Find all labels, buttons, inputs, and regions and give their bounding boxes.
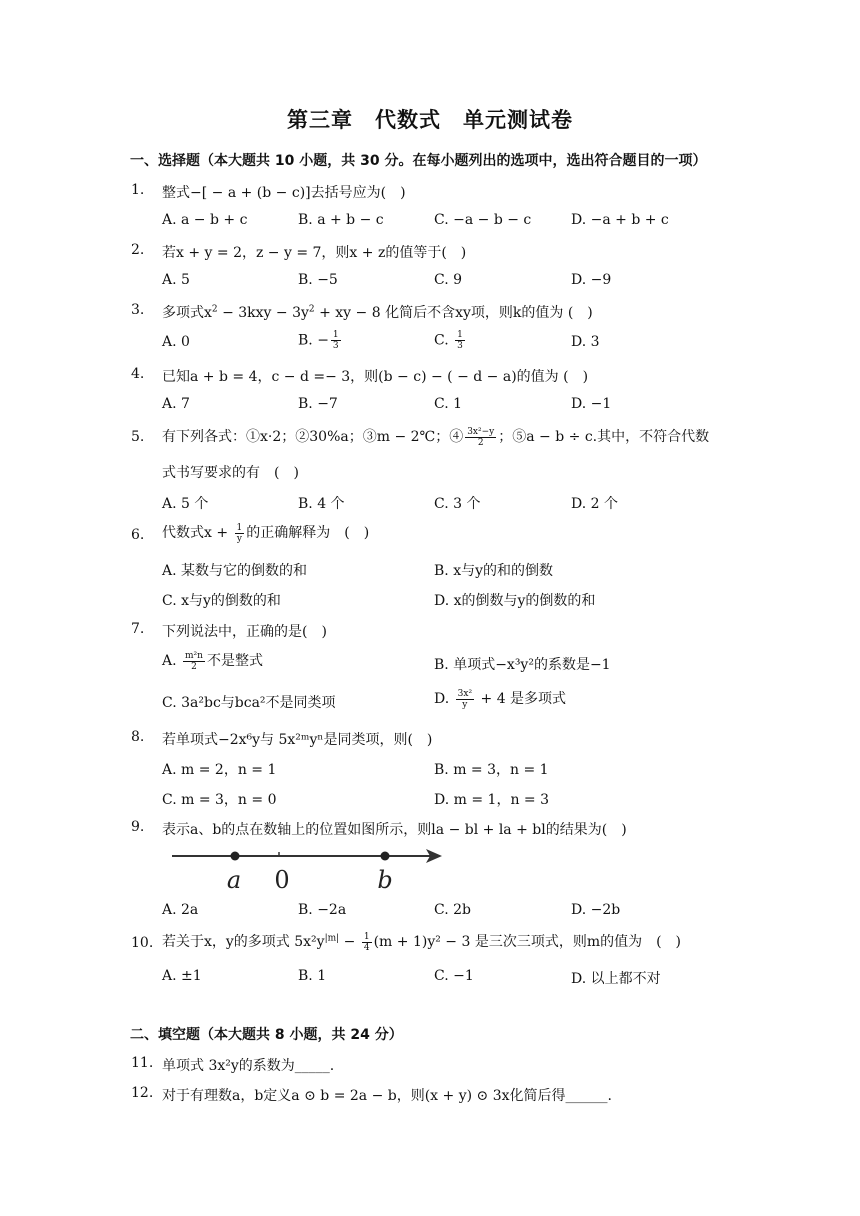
question-stem: 对于有理数a，b定义a ⊙ b = 2a − b，则(x + y) ⊙ 3x化简后得______.	[162, 1088, 612, 1104]
option-d: D. m = 1，n = 3	[434, 792, 549, 808]
question-stem: 多项式$x^2 - 3kxy - 3y^2$ + xy − 8 化简后不含xy项，则k的值为 ( )	[162, 304, 593, 321]
question-number: 11.	[131, 1055, 154, 1071]
option-b: B. −7	[298, 396, 338, 412]
option-b: B. −2a	[298, 902, 347, 918]
option-c: C. 1	[434, 396, 463, 412]
question-number: 1.	[131, 182, 145, 198]
option-a: A. $\frac{\text{m²n}}{2}$ 不是整式	[162, 650, 263, 672]
label-a: a	[226, 866, 242, 894]
fraction: $\frac{1}{4}$	[363, 931, 370, 953]
question-stem: 代数式x + $\frac{1}{y}$ 的正确解释为 ( )	[162, 522, 370, 544]
fraction: $\frac{\text{3x²}}{y}$	[457, 688, 473, 710]
option-c: C. −1	[434, 968, 474, 984]
question-stem: 单项式 3x²y的系数为_____.	[162, 1058, 335, 1074]
option-a: A. 2a	[162, 902, 199, 918]
question-number: 10.	[131, 935, 154, 951]
option-b: B. a + b − c	[298, 212, 384, 228]
question-number: 3.	[131, 302, 145, 318]
section-heading-multiple-choice: 一、选择题（本大题共 10 小题，共 30 分。在每小题列出的选项中，选出符合题目的一项）	[130, 153, 707, 169]
option-a: A. 0	[162, 334, 190, 350]
question-number: 2.	[131, 242, 145, 258]
option-d: D. $\frac{\text{3x²}}{y}$ + 4 是多项式	[434, 688, 567, 710]
option-a: A. m = 2，n = 1	[162, 762, 277, 778]
fraction: $\frac{1}{y}$	[236, 522, 243, 544]
option-d: D. 3	[571, 334, 600, 350]
option-b: B. x与y的和的倒数	[434, 563, 553, 579]
option-d: D. −2b	[571, 902, 621, 918]
question-number: 4.	[131, 366, 145, 382]
option-b: B. 单项式−x³y²的系数是−1	[434, 657, 611, 673]
option-a: A. 某数与它的倒数的和	[162, 563, 308, 579]
section-heading-fill-in: 二、填空题（本大题共 8 小题，共 24 分）	[130, 1027, 403, 1043]
option-c: C. 2b	[434, 902, 471, 918]
page-title: 第三章 代数式 单元测试卷	[287, 108, 573, 132]
question-stem: 整式−[ − a + (b − c)]去括号应为( )	[162, 185, 406, 201]
fraction: $\frac{1}{3}$	[457, 330, 463, 351]
label-zero: 0	[274, 866, 290, 894]
question-stem: 表示a、b的点在数轴上的位置如图所示，则la − bl + la + bl的结果为( )	[162, 822, 627, 838]
option-b: B. m = 3，n = 1	[434, 762, 549, 778]
option-c: C. $\frac{1}{3}$	[434, 330, 463, 351]
option-b: B. 1	[298, 968, 327, 984]
option-d: D. 2 个	[571, 496, 618, 512]
option-c: C. m = 3，n = 0	[162, 792, 277, 808]
option-b: B. −5	[298, 272, 338, 288]
label-b: b	[377, 866, 393, 894]
option-d: D. −a + b + c	[571, 212, 669, 228]
option-d: D. 以上都不对	[571, 971, 661, 987]
fraction: $\frac{1}{3}$	[332, 330, 339, 351]
option-b: B. − $\frac{1}{3}$	[298, 330, 339, 351]
question-number: 12.	[131, 1085, 154, 1101]
fraction: $\frac{\text{3x²−y}}{2}$	[467, 426, 495, 448]
question-number: 9.	[131, 819, 145, 835]
question-stem: 若关于x，y的多项式 $5x^2y^{|m|}$ − $\frac{1}{4}$ (m + 1)y² − 3 是三次三项式，则m的值为 ( )	[162, 931, 682, 953]
question-stem: 若x + y = 2，z − y = 7，则x + z的值等于( )	[162, 245, 467, 261]
option-a: A. 5 个	[162, 496, 209, 512]
question-stem-continued: 式书写要求的有 ( )	[162, 465, 299, 481]
option-d: D. −1	[571, 396, 612, 412]
question-number: 6.	[131, 527, 145, 543]
question-number: 7.	[131, 621, 145, 637]
option-d: D. x的倒数与y的倒数的和	[434, 593, 596, 609]
option-a: A. 5	[162, 272, 190, 288]
option-b: B. 4 个	[298, 496, 345, 512]
option-a: A. a − b + c	[162, 212, 248, 228]
option-c: C. 9	[434, 272, 463, 288]
question-stem: 下列说法中，正确的是( )	[162, 624, 327, 640]
fraction: $\frac{\text{m²n}}{2}$	[185, 650, 203, 672]
question-number: 8.	[131, 729, 145, 745]
number-line-figure	[168, 842, 458, 898]
option-c: C. −a − b − c	[434, 212, 532, 228]
point-b	[381, 852, 390, 861]
option-c: C. 3 个	[434, 496, 481, 512]
option-a: A. 7	[162, 396, 190, 412]
question-stem: 若单项式−2x⁶y与 5x²ᵐyⁿ是同类项，则( )	[162, 732, 433, 748]
question-number: 5.	[131, 429, 145, 445]
question-stem: 已知a + b = 4，c − d =− 3，则(b − c) − ( − d − a)的值为 ( )	[162, 369, 589, 385]
option-a: A. ±1	[162, 968, 202, 984]
option-c: C. x与y的倒数的和	[162, 593, 281, 609]
point-a	[231, 852, 240, 861]
option-c: C. 3a²bc与bca²不是同类项	[162, 695, 336, 711]
question-stem: 有下列各式：①x·2；②30%a；③m − 2℃；④ $\frac{\text{3x²−y}}{2}$ ；⑤a − b ÷ c.其中，不符合代数	[162, 426, 710, 448]
option-d: D. −9	[571, 272, 612, 288]
